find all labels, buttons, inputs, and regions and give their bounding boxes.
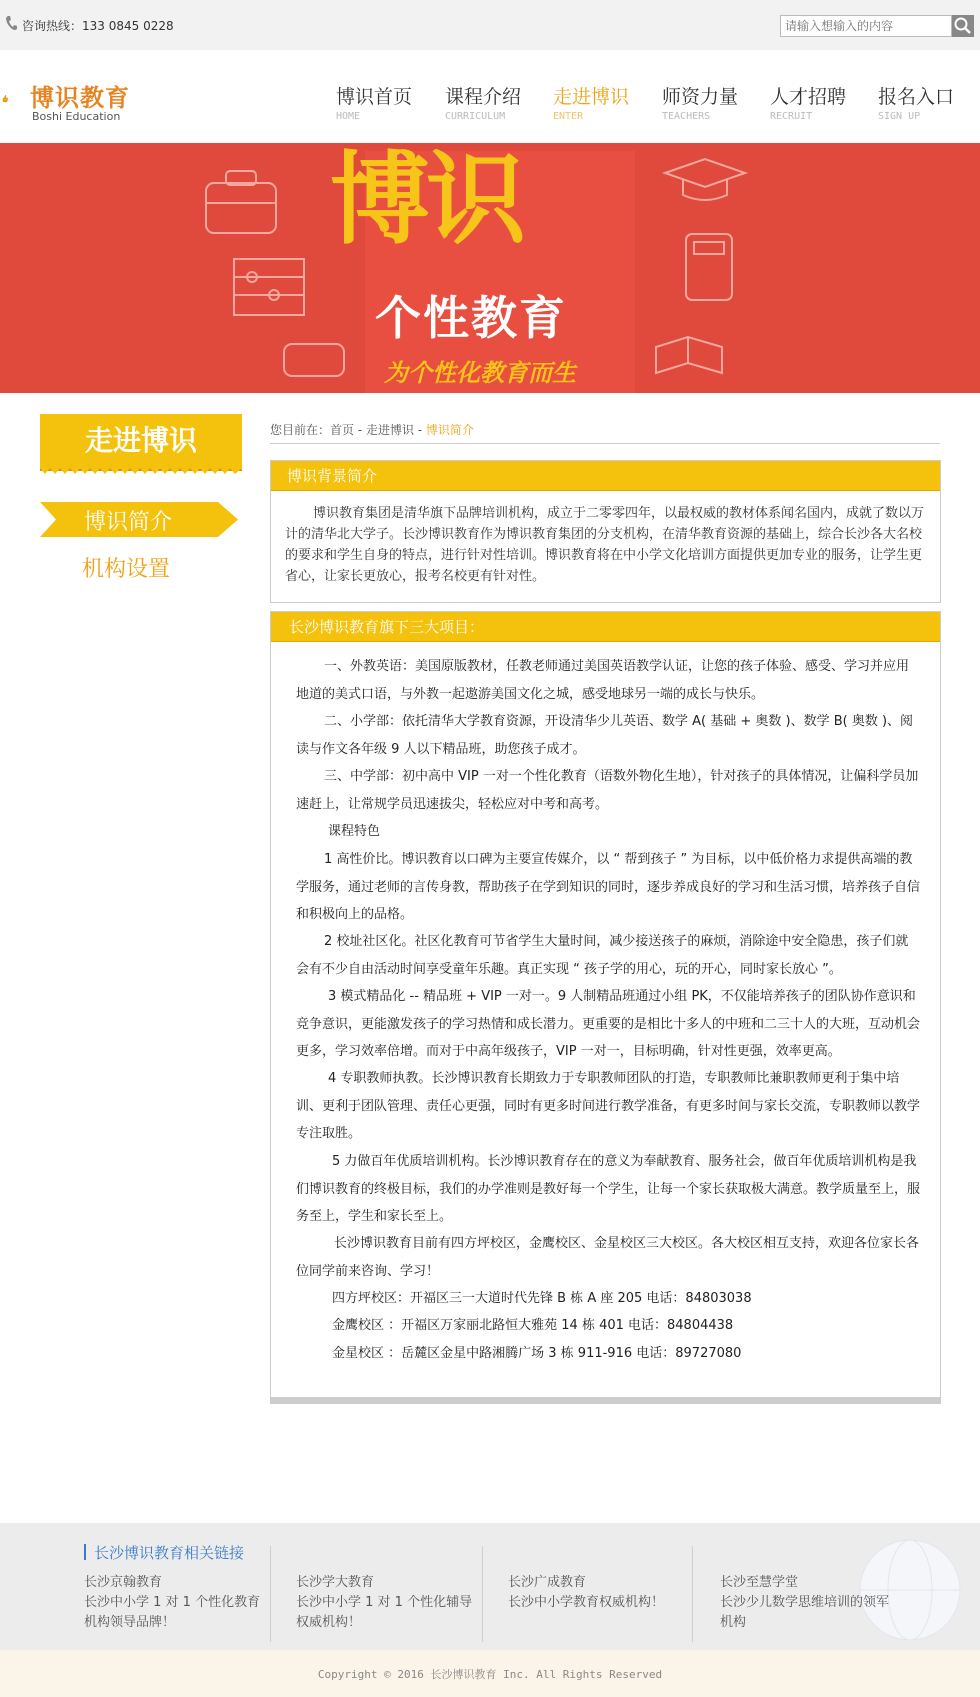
banner-slogan: 为个性化教育而生	[384, 359, 576, 387]
hotline-text: 咨询热线：133 0845 0228	[22, 19, 174, 33]
panel-bottom-bar	[270, 1397, 941, 1404]
footer-link-desc: 长沙中小学 1 对 1 个性化辅导权威机构！	[296, 1595, 473, 1630]
nav-label: 博识首页	[336, 86, 413, 108]
banner-subheadline: 个性教育	[375, 291, 567, 345]
feature-paragraph: 1 高性价比。博识教育以口碑为主要宣传媒介，以 “ 帮到孩子 ” 为目标，以中低价格力求提供高端的教学服务，通过老师的言传身教，帮助孩子在学到知识的同时，逐步养成良好的学习和生活习惯，培养孩子自信和积极向上的品格。	[296, 852, 921, 922]
calculator-doodle-icon	[680, 228, 740, 308]
bag-doodle-icon	[200, 163, 290, 243]
breadcrumb-current: 博识简介	[425, 423, 474, 437]
sidebar-item-intro[interactable]	[40, 502, 238, 537]
feature-paragraph: 5 力做百年优质培训机构。长沙博识教育存在的意义为奉献教育、服务社会，做百年优质培训机构是我们博识教育的终极目标，我们的办学准则是教好每一个学生，让每一个家长获取极大满意。教学质量至上，服务至上，学生和家长至上。	[296, 1154, 921, 1224]
background-intro-panel	[270, 460, 941, 603]
banner-headline: 博识	[330, 143, 522, 258]
copyright-text: Copyright © 2016 长沙博识教育 Inc. All Rights Reserved	[317, 1668, 663, 1681]
campus-address: 四方坪校区：开福区三一大道时代先锋 B 栋 A 座 205 电话：84803038	[332, 1291, 752, 1306]
nav-label: 课程介绍	[445, 86, 522, 108]
campus-address: 金星校区 ：岳麓区金星中路湘腾广场 3 栋 911-916 电话：89727080	[332, 1346, 742, 1361]
nav-signup[interactable]	[878, 82, 978, 122]
abc-doodle-icon	[280, 338, 350, 383]
logo-subtitle: Boshi Education	[32, 110, 121, 123]
nav-sublabel: SIGN UP	[878, 111, 921, 122]
footer-link-name[interactable]: 长沙至慧学堂	[720, 1575, 799, 1590]
footer-separator	[482, 1546, 483, 1642]
nav-sublabel: HOME	[336, 111, 361, 122]
breadcrumb	[270, 421, 474, 438]
nav-label: 走进博识	[553, 86, 630, 108]
feature-paragraph: 2 校址社区化。社区化教育可节省学生大量时间，减少接送孩子的麻烦，消除途中安全隐患，孩子们就会有不少自由活动时间享受童年乐趣。真正实现 “ 孩子学的用心，玩的开心，同时家长放心 ”。	[296, 934, 909, 977]
intro-text: 博识教育集团是清华旗下品牌培训机构，成立于二零零四年，以最权威的教材体系闻名国内，成就了数以万计的清华北大学子。长沙博识教育作为博识教育集团的分支机构，在清华教育资源的基础上，综合长沙各大名校的要求和学生自身的特点，进行针对性培训。博识教育将在中小学文化培训方面提供更加专业的服务，让学生更省心，让家长更放心，报考名校更有针对性。	[285, 506, 925, 584]
search-input[interactable]	[780, 15, 952, 37]
nav-sublabel: RECRUIT	[770, 111, 813, 122]
footer-link[interactable]	[720, 1573, 900, 1633]
footer-link-name[interactable]: 长沙广成教育	[508, 1575, 587, 1590]
nav-recruit[interactable]	[770, 82, 870, 122]
footer-link-desc: 长沙中小学 1 对 1 个性化教育机构领导品牌！	[84, 1595, 261, 1630]
search-button[interactable]	[952, 15, 974, 37]
panel-title: 长沙博识教育旗下三大项目：	[271, 612, 940, 642]
project-paragraph: 三、中学部：初中高中 VIP 一对一个性化教育（语数外物化生地），针对孩子的具体情况，让偏科学员加速赶上，让常规学员迅速拔尖，轻松应对中考和高考。	[296, 769, 919, 812]
breadcrumb-path[interactable]: 您目前在：首页 - 走进博识 -	[270, 423, 426, 437]
abacus-doodle-icon	[230, 253, 310, 323]
book-doodle-icon	[650, 333, 730, 383]
nav-sublabel: ENTER	[553, 111, 584, 122]
phone-icon	[5, 15, 17, 31]
nav-enter[interactable]	[553, 82, 653, 122]
footer-link-desc: 长沙少儿数学思维培训的领军机构	[720, 1595, 890, 1630]
sidebar-item-structure[interactable]: 机构设置	[82, 557, 171, 582]
footer-link-name[interactable]: 长沙京翰教育	[84, 1575, 163, 1590]
nav-home[interactable]	[336, 82, 436, 122]
footer-link[interactable]	[508, 1573, 688, 1613]
footer-separator	[692, 1546, 693, 1642]
footer-link[interactable]	[84, 1573, 264, 1633]
footer-link[interactable]	[296, 1573, 476, 1633]
projects-panel	[270, 611, 941, 1403]
sidebar-title-zigzag	[40, 468, 242, 474]
nav-teachers[interactable]	[662, 82, 762, 122]
sidebar-item-label: 博识简介	[84, 510, 173, 535]
nav-label: 师资力量	[662, 86, 739, 108]
panel-title: 博识背景简介	[271, 461, 940, 491]
project-paragraph: 二、小学部：依托清华大学教育资源，开设清华少儿英语、数学 A( 基础 + 奥数 )、数学 B( 奥数 )、阅读与作文各年级 9 人以下精品班，助您孩子成才。	[296, 714, 914, 757]
footer-separator	[270, 1546, 271, 1642]
logo-text[interactable]: 博识教育	[30, 84, 130, 112]
graduation-cap-doodle-icon	[655, 153, 755, 213]
feature-paragraph: 4 专职教师执教。长沙博识教育长期致力于专职教师团队的打造，专职教师比兼职教师更利于集中培训、更利于团队管理、责任心更强，同时有更多时间进行教学准备，有更多时间与家长交流，专职教师以教学专注取胜。	[296, 1071, 921, 1141]
footer-title: 长沙博识教育相关链接	[94, 1544, 245, 1562]
feature-paragraph: 3 模式精品化 -- 精品班 + VIP 一对一。9 人制精品班通过小组 PK，不仅能培养孩子的团队协作意识和竞争意识，更能激发孩子的学习热情和成长潜力。更重要的是相比十多人的中班和二三十人的大班，互动机会更多，学习效率倍增。而对于中高年级孩子，VIP 一对一，目标明确，针对性更强，效率更高。	[296, 989, 921, 1059]
nav-sublabel: CURRICULUM	[445, 111, 506, 122]
footer-link-name[interactable]: 长沙学大教育	[296, 1575, 375, 1590]
project-paragraph: 一、外教英语：美国原版教材，任教老师通过美国英语教学认证，让您的孩子体验、感受、学习并应用地道的美式口语，与外教一起遨游美国文化之城，感受地球另一端的成长与快乐。	[296, 659, 910, 702]
nav-curriculum[interactable]	[445, 82, 545, 122]
nav-sublabel: TEACHERS	[662, 111, 711, 122]
campus-intro: 长沙博识教育目前有四方坪校区，金鹰校区、金星校区三大校区。各大校区相互支持，欢迎各位家长各位同学前来咨询、学习！	[296, 1236, 920, 1279]
search-icon	[952, 15, 974, 37]
footer-link-desc: 长沙中小学教育权威机构！	[508, 1595, 665, 1610]
nav-label: 报名入口	[878, 86, 955, 108]
hero-banner	[0, 143, 980, 393]
campus-address: 金鹰校区 ：开福区万家丽北路恒大雅苑 14 栋 401 电话：84804438	[332, 1318, 734, 1333]
divider	[270, 443, 940, 444]
main-nav	[0, 82, 980, 132]
nav-label: 人才招聘	[770, 86, 847, 108]
sidebar-title: 走进博识	[40, 414, 242, 468]
features-heading: 课程特色	[328, 824, 381, 839]
